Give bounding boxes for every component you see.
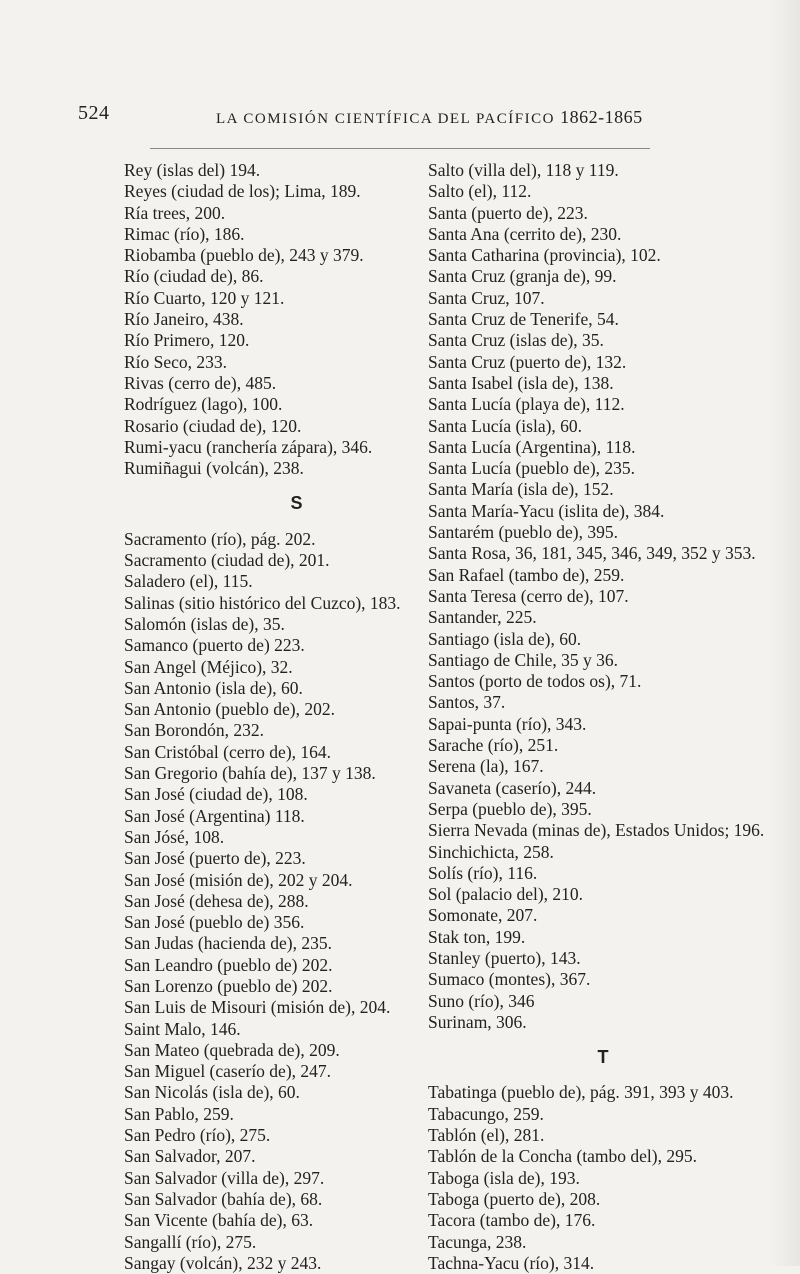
index-entry: Santos, 37.: [428, 692, 506, 713]
index-entry: Surinam, 306.: [428, 1011, 527, 1032]
index-entry: Sangallí (río), 275.: [124, 1231, 257, 1252]
index-entry: Santa Lucía (playa de), 112.: [428, 394, 625, 415]
index-entry: San Borondón, 232.: [124, 720, 264, 741]
section-letter-s: S: [290, 493, 303, 514]
index-entry: San Pablo, 259.: [124, 1103, 234, 1124]
index-entry: Rumi-yacu (ranchería zápara), 346.: [124, 436, 373, 457]
index-entry: Santa Cruz (islas de), 35.: [428, 330, 604, 351]
index-column-left: [124, 160, 469, 1274]
index-entry: Santa María (isla de), 152.: [428, 479, 614, 500]
index-entry: San José (ciudad de), 108.: [124, 784, 308, 805]
index-entry: Sol (palacio del), 210.: [428, 884, 584, 905]
index-entry: Salinas (sitio histórico del Cuzco), 183.: [124, 592, 401, 613]
index-entry: Santa (puerto de), 223.: [428, 202, 588, 223]
index-entry: Taboga (puerto de), 208.: [428, 1188, 601, 1209]
index-entry: Tacunga, 238.: [428, 1231, 527, 1252]
index-entry: San Leandro (pueblo de) 202.: [124, 954, 333, 975]
index-entry: San Nicolás (isla de), 60.: [124, 1082, 300, 1103]
index-entry: Rodríguez (lago), 100.: [124, 394, 283, 415]
header-rule: [150, 148, 650, 149]
index-entry: San Gregorio (bahía de), 137 y 138.: [124, 763, 376, 784]
index-entry: Santarém (pueblo de), 395.: [428, 522, 619, 543]
index-entry: Santa Lucía (pueblo de), 235.: [428, 458, 636, 479]
index-entry: San José (puerto de), 223.: [124, 848, 306, 869]
index-entry: San Rafael (tambo de), 259.: [428, 564, 625, 585]
index-column-right: [428, 160, 778, 1274]
index-entry: Stanley (puerto), 143.: [428, 947, 581, 968]
index-entry: Ría trees, 200.: [124, 202, 226, 223]
index-entry: San José (dehesa de), 288.: [124, 890, 309, 911]
index-entry: San Mateo (quebrada de), 209.: [124, 1039, 340, 1060]
index-entry: Río Janeiro, 438.: [124, 309, 244, 330]
index-entry: Sapai-punta (río), 343.: [428, 713, 587, 734]
index-entry: Serena (la), 167.: [428, 756, 544, 777]
index-entry: Santa Ana (cerrito de), 230.: [428, 223, 622, 244]
index-entry: Santa Lucía (Argentina), 118.: [428, 436, 636, 457]
index-entry: San Miguel (caserío de), 247.: [124, 1061, 332, 1082]
index-entry: Salto (el), 112.: [428, 181, 532, 202]
index-entry: San Judas (hacienda de), 235.: [124, 933, 332, 954]
index-entry: Tabacungo, 259.: [428, 1103, 544, 1124]
index-entry: San José (pueblo de) 356.: [124, 912, 305, 933]
index-entry: Somonate, 207.: [428, 905, 538, 926]
index-entry: Río Cuarto, 120 y 121.: [124, 287, 285, 308]
entries-s-left: [124, 529, 469, 1274]
index-entry: Saladero (el), 115.: [124, 571, 253, 592]
running-title-text: LA COMISIÓN CIENTÍFICA DEL PACÍFICO: [216, 111, 555, 127]
index-entry: Tablón (el), 281.: [428, 1125, 545, 1146]
index-entry: San Salvador (villa de), 297.: [124, 1167, 325, 1188]
index-entry: Santa María-Yacu (islita de), 384.: [428, 500, 665, 521]
index-entry: Sacramento (ciudad de), 201.: [124, 550, 330, 571]
index-entry: Sacramento (río), pág. 202.: [124, 528, 316, 549]
index-entry: San Antonio (isla de), 60.: [124, 677, 303, 698]
index-entry: San Jósé, 108.: [124, 826, 225, 847]
running-title-years: 1862-1865: [560, 107, 643, 127]
index-entry: Rumiñagui (volcán), 238.: [124, 458, 304, 479]
index-entry: Rivas (cerro de), 485.: [124, 372, 277, 393]
index-entry: San José (misión de), 202 y 204.: [124, 869, 353, 890]
index-entry: San Luis de Misouri (misión de), 204.: [124, 997, 391, 1018]
entries-s-right: [428, 160, 778, 1033]
index-entry: Santiago de Chile, 35 y 36.: [428, 649, 619, 670]
index-entry: Sumaco (montes), 367.: [428, 969, 591, 990]
index-entry: Santa Cruz (granja de), 99.: [428, 266, 617, 287]
index-entry: Suno (río), 346: [428, 990, 535, 1011]
page-header: [78, 102, 778, 138]
index-entry: Río (ciudad de), 86.: [124, 266, 264, 287]
index-entry: San Angel (Méjico), 32.: [124, 656, 293, 677]
index-entry: Santiago (isla de), 60.: [428, 628, 582, 649]
index-entry: Tacora (tambo de), 176.: [428, 1210, 596, 1231]
index-entry: Sangay (volcán), 232 y 243.: [124, 1252, 322, 1273]
index-entry: Salto (villa del), 118 y 119.: [428, 160, 619, 180]
index-entry: Santa Isabel (isla de), 138.: [428, 372, 614, 393]
index-entry: Stak ton, 199.: [428, 926, 526, 947]
entries-r: [124, 160, 469, 479]
index-entry: Rosario (ciudad de), 120.: [124, 415, 302, 436]
index-entry: Santa Cruz de Tenerife, 54.: [428, 309, 619, 330]
index-entry: Solís (río), 116.: [428, 862, 538, 883]
index-entry: Santa Rosa, 36, 181, 345, 346, 349, 352 y 353.: [428, 543, 756, 564]
running-title: [216, 107, 643, 128]
index-entry: Sinchichicta, 258.: [428, 841, 554, 862]
index-entry: San Pedro (río), 275.: [124, 1125, 271, 1146]
index-entry: San Antonio (pueblo de), 202.: [124, 699, 335, 720]
index-entry: Santa Lucía (isla), 60.: [428, 415, 583, 436]
index-entry: Sierra Nevada (minas de), Estados Unidos; 196.: [428, 820, 765, 841]
page-edge-shadow: [770, 0, 800, 1266]
entries-t: [428, 1082, 778, 1274]
index-entry: Santa Cruz, 107.: [428, 287, 545, 308]
index-entry: Rey (islas del) 194.: [124, 160, 261, 180]
index-entry: San Salvador, 207.: [124, 1146, 256, 1167]
index-entry: Serpa (pueblo de), 395.: [428, 798, 592, 819]
index-entry: Sarache (río), 251.: [428, 735, 559, 756]
index-entry: Riobamba (pueblo de), 243 y 379.: [124, 245, 364, 266]
index-entry: Santa Cruz (puerto de), 132.: [428, 351, 627, 372]
index-entry: Santander, 225.: [428, 607, 537, 628]
index-entry: Tablón de la Concha (tambo del), 295.: [428, 1146, 697, 1167]
index-entry: San Salvador (bahía de), 68.: [124, 1188, 323, 1209]
index-entry: Santos (porto de todos os), 71.: [428, 671, 642, 692]
index-entry: Río Primero, 120.: [124, 330, 250, 351]
page-number: 524: [78, 102, 110, 124]
index-entry: San Lorenzo (pueblo de) 202.: [124, 975, 333, 996]
index-entry: Taboga (isla de), 193.: [428, 1167, 580, 1188]
index-entry: San Cristóbal (cerro de), 164.: [124, 741, 332, 762]
index-entry: Río Seco, 233.: [124, 351, 228, 372]
index-entry: San Vicente (bahía de), 63.: [124, 1210, 314, 1231]
index-entry: Rimac (río), 186.: [124, 223, 245, 244]
index-entry: Santa Teresa (cerro de), 107.: [428, 585, 629, 606]
index-entry: Tachna-Yacu (río), 314.: [428, 1252, 595, 1273]
index-entry: Samanco (puerto de) 223.: [124, 635, 305, 656]
index-entry: Reyes (ciudad de los); Lima, 189.: [124, 181, 361, 202]
index-entry: Tabatinga (pueblo de), pág. 391, 393 y 403.: [428, 1082, 734, 1103]
section-letter-t: T: [597, 1047, 609, 1068]
index-entry: Saint Malo, 146.: [124, 1018, 241, 1039]
index-entry: Salomón (islas de), 35.: [124, 613, 285, 634]
index-entry: San José (Argentina) 118.: [124, 805, 305, 826]
index-entry: Santa Catharina (provincia), 102.: [428, 245, 661, 266]
index-entry: Savaneta (caserío), 244.: [428, 777, 597, 798]
